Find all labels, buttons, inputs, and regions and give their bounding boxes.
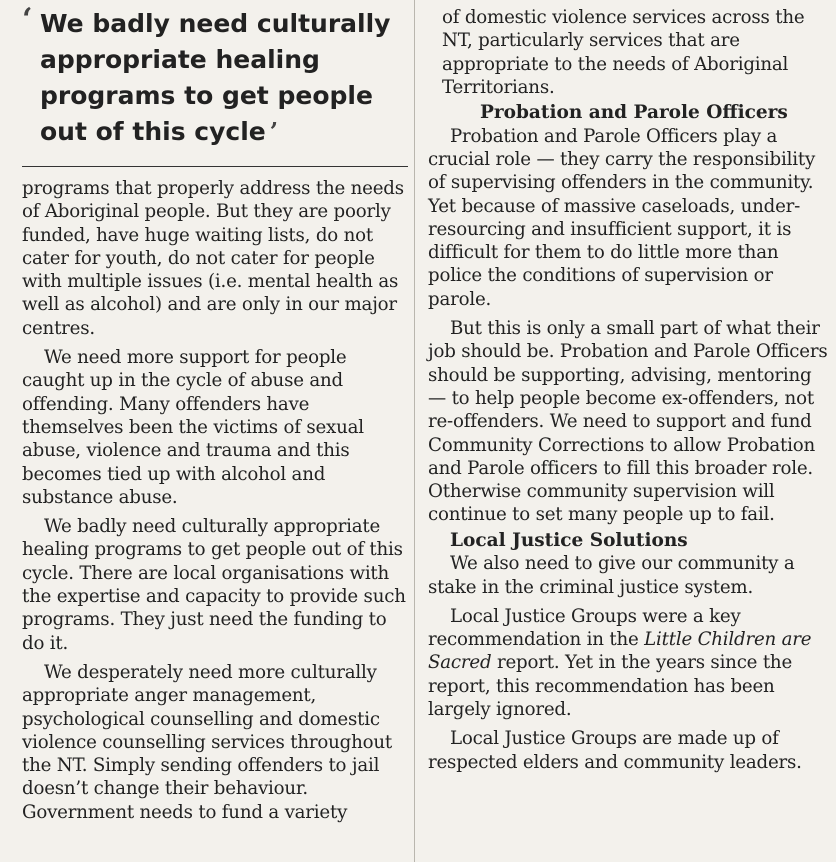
heading-probation-parole: Probation and Parole Officers <box>480 102 788 124</box>
pull-quote <box>22 2 414 160</box>
report-title: Little Children are Sacred <box>428 629 812 674</box>
right-paragraph-6: Local Justice Groups are made up of respected elders and community leaders. <box>428 728 802 773</box>
left-column <box>22 0 414 824</box>
right-paragraph-4: We also need to give our community a stake in the criminal justice system. <box>428 553 795 598</box>
pull-quote-rule <box>22 166 408 167</box>
left-paragraph-4: We desperately need more culturally appropriate anger management, psychological counselling and domestic violence counselling services throughout the NT. Simply sending offenders to jail doesn’t change their behaviour. Government needs to fund a variety <box>22 661 392 823</box>
right-paragraph-3: But this is only a small part of what their job should be. Probation and Parole Officers should be supporting, advising, mentoring — to help people become ex-offenders, not re-offenders. We need to support and fund Community Corrections to allow Probation and Parole officers to fill this broader role. Otherwise community supervision will continue to set many people up to fail. <box>428 318 828 526</box>
left-paragraph-1: programs that properly address the needs of Aboriginal people. But they are poorly funded, have huge waiting lists, do not cater for youth, do not cater for people with multiple issues (i.e. mental health as well as alcohol) and are only in our major centres. <box>22 178 404 339</box>
open-quote-mark: ‘ <box>22 2 33 37</box>
heading-local-justice: Local Justice Solutions <box>450 529 688 551</box>
left-paragraph-2: We need more support for people caught up in the cycle of abuse and offending. Many offenders have themselves been the victims of sexual abuse, violence and trauma and this becomes tied up with alcohol and substance abuse. <box>22 347 364 508</box>
right-paragraph-5 <box>428 605 828 721</box>
close-quote-mark: ’ <box>269 117 279 146</box>
right-paragraph-2: Probation and Parole Officers play a crucial role — they carry the responsibility of supervising offenders in the community. Yet because of massive caseloads, under-resourcing and insufficient support, it is difficult for them to do little more than police the conditions of supervision or parole. <box>428 125 816 310</box>
left-paragraph-3: We badly need culturally appropriate healing programs to get people out of this cycle. There are local organisations with the expertise and capacity to provide such programs. They just need the funding to do it. <box>22 516 406 654</box>
p5-text-before: Local Justice Groups were a key recommendation in the <box>428 605 741 651</box>
column-divider <box>414 0 415 862</box>
p5-text-after: report. Yet in the years since the report, this recommendation has been largely ignored. <box>428 652 793 721</box>
right-column <box>428 0 828 774</box>
pull-quote-text: We badly need culturally appropriate healing programs to get people out of this cycle <box>40 9 391 146</box>
right-paragraph-1: of domestic violence services across the NT, particularly services that are appropriate to the needs of Aboriginal Territorians. <box>442 7 805 98</box>
